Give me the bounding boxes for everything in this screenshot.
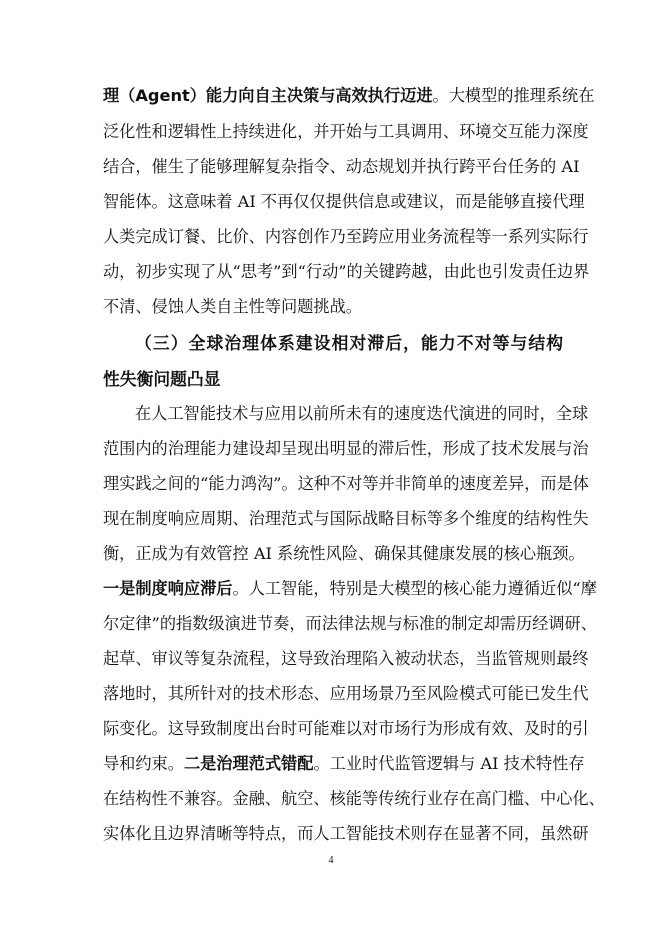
- body-text-line: 泛化性和逻辑性上持续进化，并开始与工具调用、环境交互能力深度: [103, 122, 589, 141]
- page-number: 4: [328, 855, 334, 866]
- body-text-line: 在结构性不兼容。金融、航空、核能等传统行业存在高门槛、中心化、: [103, 789, 605, 808]
- body-text-line: 现在制度响应周期、治理范式与国际战略目标等多个维度的结构性失: [103, 509, 589, 528]
- body-text-line: 范围内的治理能力建设却呈现出明显的滞后性，形成了技术发展与治: [103, 439, 589, 458]
- body-text-fragment: 。大模型的推理系统在: [432, 86, 595, 105]
- body-text-line: 理实践之间的“能力鸿沟”。这种不对等并非简单的速度差异，而是体: [103, 474, 589, 493]
- body-text-line: 结合，催生了能够理解复杂指令、动态规划并执行跨平台任务的 AI: [103, 157, 580, 176]
- body-text-line: 实体化且边界清晰等特点，而人工智能技术则存在显著不同，虽然研: [103, 824, 589, 843]
- bold-phrase: 理（Agent）能力向自主决策与高效执行迈进: [103, 86, 433, 105]
- body-text-line: 尔定律”的指数级演进节奏，而法律法规与标准的制定却需历经调研、: [103, 614, 597, 633]
- bold-phrase: 一是制度响应滞后: [103, 579, 233, 598]
- body-text-fragment: 导和约束。: [103, 754, 184, 773]
- body-text-line: [103, 577, 597, 601]
- body-text-line: 衡，正成为有效管控 AI 系统性风险、确保其健康发展的核心瓶颈。: [103, 544, 585, 563]
- body-text-line: 不清、侵蚀人类自主性等问题挑战。: [103, 297, 362, 316]
- body-text-line: 起草、审议等复杂流程，这导致治理陷入被动状态，当监管规则最终: [103, 649, 589, 668]
- body-text-line: 在人工智能技术与应用以前所未有的速度迭代演进的同时，全球: [135, 404, 589, 423]
- body-text-fragment: 。人工智能，特别是大模型的核心能力遵循近似“摩: [232, 579, 597, 598]
- section-heading-line: （三）全球治理体系建设相对滞后，能力不对等与结构: [135, 333, 563, 353]
- body-text-fragment: 。工业时代监管逻辑与 AI 技术特性存: [313, 754, 585, 773]
- body-text-line: 动，初步实现了从“思考”到“行动”的关键跨越，由此也引发责任边界: [103, 262, 590, 281]
- body-text-line: [103, 84, 595, 108]
- body-text-line: 人类完成订餐、比价、内容创作乃至跨应用业务流程等一系列实际行: [103, 227, 589, 246]
- body-text-line: 际变化。这导致制度出台时可能难以对市场行为形成有效、及时的引: [103, 719, 589, 738]
- body-text-line: 落地时，其所针对的技术形态、应用场景乃至风险模式可能已发生代: [103, 684, 589, 703]
- bold-phrase: 二是治理范式错配: [183, 754, 314, 773]
- section-heading-line: 性失衡问题凸显: [103, 369, 221, 389]
- body-text-line: 智能体。这意味着 AI 不再仅仅提供信息或建议，而是能够直接代理: [103, 192, 585, 211]
- body-text-line: [103, 752, 585, 776]
